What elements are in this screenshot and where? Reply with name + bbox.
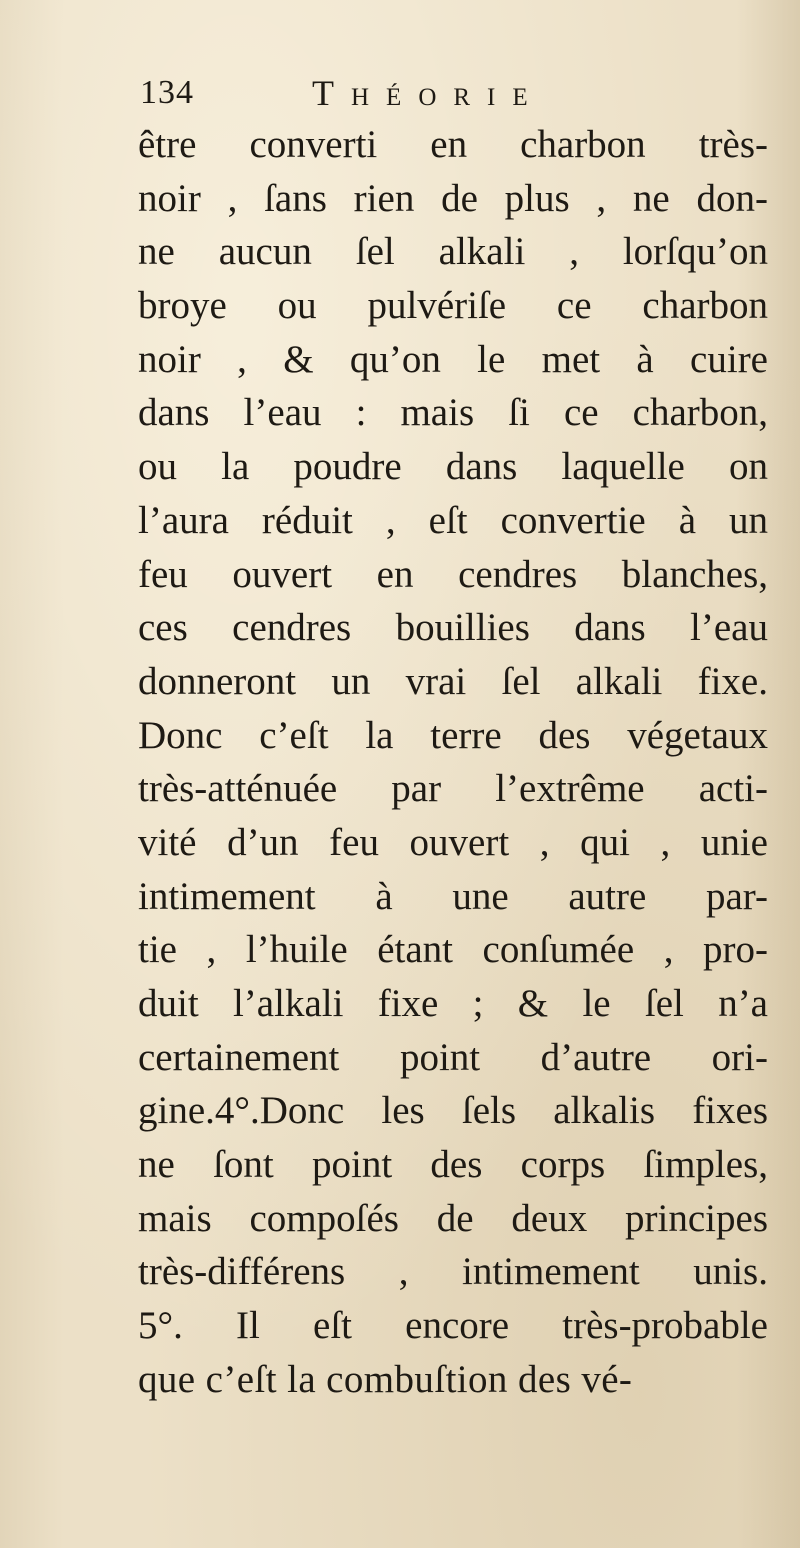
text-line: très-atténuée par l’extrême acti- (138, 767, 768, 811)
text-line: gine.4°.Donc les ſels alkalis fixes (138, 1089, 768, 1133)
text-line: certainement point d’autre ori- (138, 1035, 768, 1079)
body-text (138, 118, 768, 1407)
text-line: ces cendres bouillies dans l’eau (138, 606, 768, 650)
text-line: être converti en charbon très- (138, 123, 768, 166)
text-line: donneront un vrai ſel alkali fixe. (138, 659, 768, 703)
text-line: tie , l’huile étant conſumée , pro- (138, 928, 768, 972)
running-head (140, 72, 760, 116)
text-line: mais compoſés de deux principes (138, 1196, 768, 1240)
text-line: très-différens , intimement unis. (138, 1250, 768, 1294)
text-line: ou la poudre dans laquelle on (138, 445, 768, 489)
text-line: intimement à une autre par- (138, 874, 768, 918)
text-line: noir , ſans rien de plus , ne don- (138, 176, 768, 220)
text-line: dans l’eau : mais ſi ce charbon, (138, 391, 768, 435)
text-line: noir , & qu’on le met à cuire (138, 337, 768, 381)
page-number: 134 (140, 74, 194, 111)
text-line: ne ſont point des corps ſimples, (138, 1143, 768, 1187)
text-line: ne aucun ſel alkali , lorſqu’on (138, 230, 768, 274)
running-head-title: Théorie (312, 73, 545, 113)
text-line: feu ouvert en cendres blanches, (138, 552, 768, 596)
text-line: duit l’alkali fixe ; & le ſel n’a (138, 982, 768, 1025)
text-line: Donc c’eſt la terre des végetaux (138, 713, 768, 757)
text-line: l’aura réduit , eſt convertie à un (138, 498, 768, 542)
text-line: broye ou pulvériſe ce charbon (138, 284, 768, 328)
text-line: que c’eſt la combuſtion des vé- (138, 1357, 633, 1401)
text-line: 5°. Il eſt encore très-probable (138, 1304, 768, 1348)
text-line: vité d’un feu ouvert , qui , unie (138, 820, 768, 864)
